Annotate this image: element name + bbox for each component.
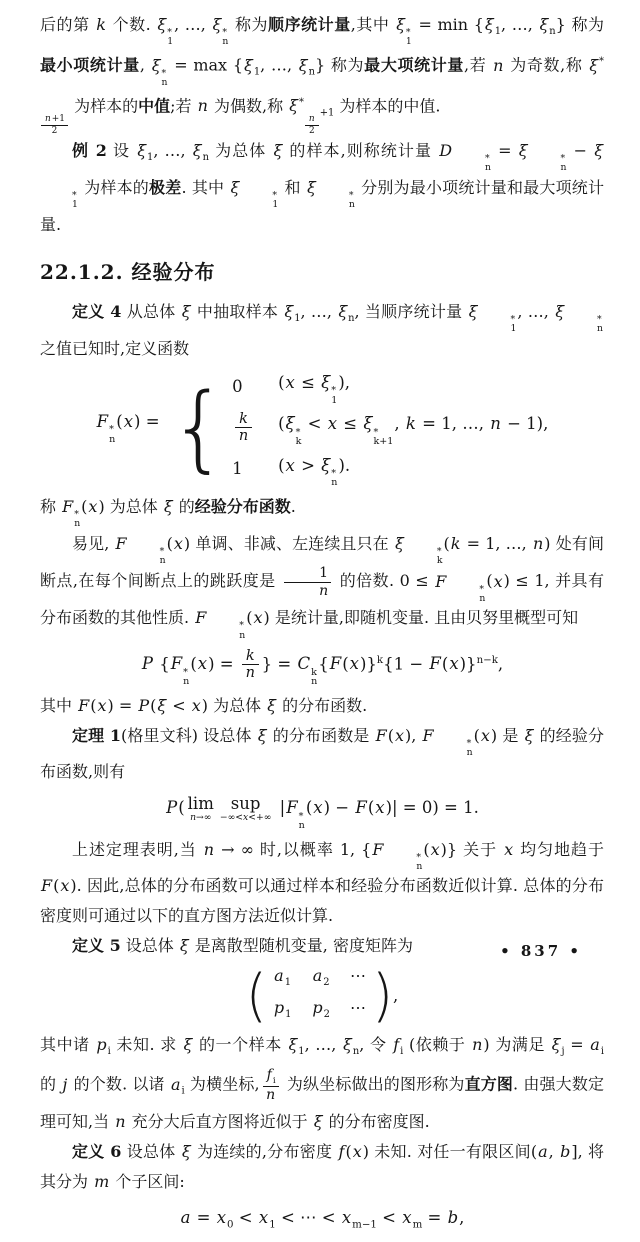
section-heading: 22.1.2. 经验分布 (40, 259, 216, 284)
paren-right: ) (371, 962, 394, 1029)
case-row: 0 (x ≤ ξ * 1 ), (232, 372, 351, 406)
paragraph-definition-5: 定义 5 设总体 ξ 是离散型随机变量, 密度矩阵为 (72, 936, 413, 956)
paragraph-definition-6: 定义 6 设总体 ξ 为连续的,分布密度 f(x) 未知. 对任一有限区间(a, b], 将其分为 m 个子区间: (40, 1141, 604, 1191)
paragraph-where-F: 其中 F(x) = P(ξ < x) 为总体 ξ 的分布函数. (40, 695, 368, 715)
matrix-comma: , (393, 986, 399, 1006)
formula-lhs: F * n (x) = (96, 411, 160, 445)
paragraph-example-2: 例 2 设 $\xi_1$, …, $\xi_n$ 为总体 ξ 的样本,则称统计量 D * n = ξ * n − ξ * 1 为样本的极差. 其中 ξ * 1 和 ξ * n 分别为最小项统计量和最大项统计量. (40, 140, 604, 234)
case-row: 1 (x > ξ * n ). (232, 455, 351, 489)
paragraph-remark: 上述定理表明,当 n → ∞ 时,以概率 1, {F * n (x)} 关于 x 均匀地趋于 F(x). 因此,总体的分布函数可以通过样本和经验分布函数近似计算. 总体的分布密度则可通过以下的直方图方法近似计算. (40, 839, 604, 926)
piecewise-cases (232, 368, 548, 488)
matrix-cells: $a_1$ $a_2$ ⋯ $p_1$ $p_2$ ⋯ (273, 966, 366, 1020)
paragraph-theorem-1: 定理 1(格里文科) 设总体 ξ 的分布函数是 F(x), F * n (x) 是 ξ 的经验分布函数,则有 (40, 725, 604, 782)
formula-partition: $a = x_0 < x_1$ < ⋯ < $x_{m-1} < x_m = b$, (180, 1207, 465, 1230)
formula-bernoulli: P {F * n (x) = $\frac{k}{n}$ } = C k n $\{F(x)\}^k\{1 - F(x)\}^{n-k}$, (141, 647, 504, 688)
formula-glivenko: P( lim n→∞ sup −∞<x<+∞ |F * n (x) − F(x)| = 0) = 1. (166, 794, 479, 832)
formula-density-matrix (40, 962, 604, 1029)
paren-left: ( (245, 962, 267, 1029)
case-row: $\frac{k}{n}$ (ξ * k < x ≤ ξ * k+1 , k = 1, …, n − 1), (232, 409, 548, 446)
paragraph-edf-name: 称 F * n (x) 为总体 ξ 的经验分布函数. (40, 497, 296, 530)
paragraph-edf-properties: 易见, F * n (x) 单调、非减、左连续且只在 ξ * k (k = 1, …, n) 处有间断点,在每个间断点上的跳跃度是 $\frac{1}{n}$ 的倍数. 0 ≤ F * n (x) ≤ 1, 并具有分布函数的其他性质. F * n (x) 是统计量,即随机变量. 且由贝努里概型可知 (40, 533, 604, 641)
paragraph-histogram: 其中诸 $p_i$ 未知. 求 ξ 的一个样本 $\xi_1$, …, $\xi_n$, 令 $f_i$ (依赖于 n) 为满足 $\xi_j = a_i$ 的 j 的个数. 以诸 $a_i$ 为横坐标, $\frac{f_i}{n}$ 为纵坐标做出的图形称为直方图. 由强大数定理可知,当 n 充分大后直方图将近似于 ξ 的分布密度图. (40, 1034, 604, 1131)
formula-empirical-cdf (40, 368, 604, 488)
brace-left: { (169, 372, 229, 483)
paragraph-order-statistics: 后的第 k 个数. ξ * 1 , …, ξ * n 称为顺序统计量,其中 ξ * 1 = $\min \{\xi_1$, …, $\xi_n$} 称为最小项统计量, ξ * n = $\max \{\xi_1$, …, $\xi_n$} 称为最大项统计量,若 n 为奇数,称 ξ* $\frac{n+1}{2}$ 为样本的中值;若 n 为偶数,称 ξ* $\frac{n}{2}$ $_{+1}$ 为样本的中值. (40, 15, 604, 136)
page-number: • 837 • (500, 942, 582, 960)
paragraph-definition-4: 定义 4 从总体 ξ 中抽取样本 $\xi_1$, …, $\xi_n$, 当顺序统计量 ξ * 1 , …, ξ * n 之值已知时,定义函数 (40, 301, 603, 358)
